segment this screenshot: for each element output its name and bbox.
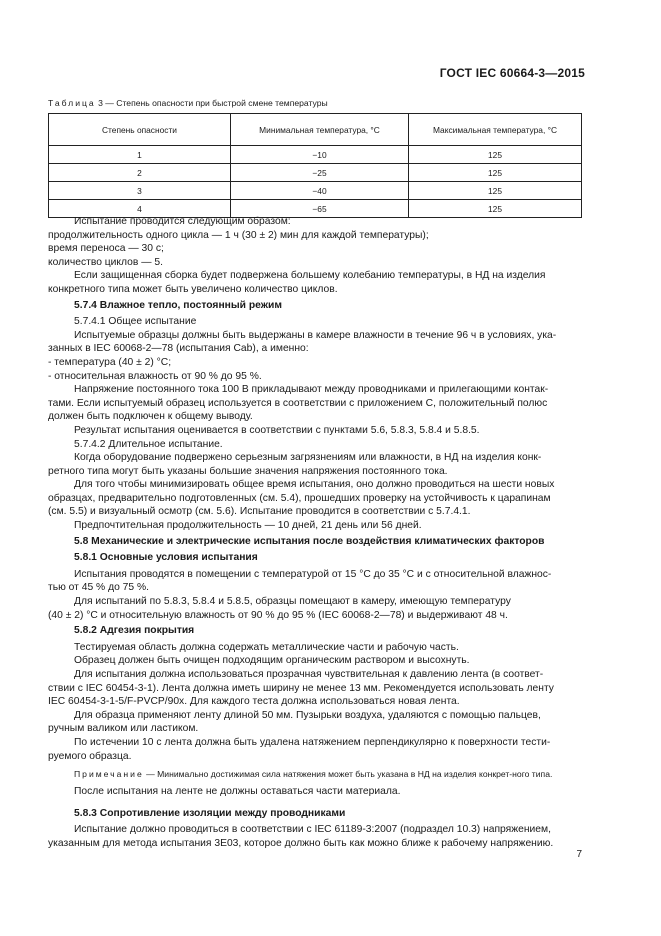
table-cell: 1: [49, 146, 231, 164]
paragraph: ретного типа могут быть указаны большие значения напряжения постоянного тока.: [48, 465, 448, 477]
paragraph: IEC 60454-3-1-5/F-PVCP/90x. Для каждого теста должна использоваться новая лента.: [48, 696, 460, 708]
paragraph: руемого образца.: [48, 750, 132, 762]
paragraph: Испытуемые образцы должны быть выдержаны в камере влажности в течение 96 ч в условиях, ука-: [74, 329, 557, 341]
paragraph: Напряжение постоянного тока 100 В прикладывают между проводниками и прилегающими контак-: [74, 384, 549, 396]
column-header: Минимальная температура, °С: [231, 114, 409, 146]
table-header-row: [49, 114, 582, 146]
paragraph: Для испытаний по 5.8.3, 5.8.4 и 5.8.5, образцы помещают в камеру, имеющую температуру: [74, 596, 511, 608]
paragraph: ручным валиком или ластиком.: [48, 723, 199, 735]
paragraph: Предпочтительная продолжительность — 10 дней, 21 день или 56 дней.: [74, 520, 422, 532]
table-caption-word: Таблица: [48, 98, 96, 108]
paragraph: количество циклов — 5.: [48, 256, 163, 268]
table-cell: 125: [409, 164, 582, 182]
section-heading: 5.8.1 Основные условия испытания: [74, 552, 258, 564]
paragraph: конкретного типа может быть увеличено количество циклов.: [48, 283, 338, 295]
table-cell: −25: [231, 164, 409, 182]
section-heading: 5.7.4 Влажное тепло, постоянный режим: [74, 299, 282, 311]
note: [74, 767, 584, 781]
table-cell: 4: [49, 200, 231, 218]
section-heading: 5.8 Механические и электрические испытания после воздействия климатических факторов: [74, 535, 545, 547]
paragraph: - температура (40 ± 2) °C;: [48, 356, 172, 368]
section-heading: 5.8.2 Адгезия покрытия: [74, 625, 195, 637]
paragraph: указанным для метода испытания 3Е03, которое должно быть как можно ближе к рабочему напряжению.: [48, 837, 554, 849]
paragraph: Тестируемая область должна содержать металлические части и рабочую часть.: [74, 641, 459, 653]
paragraph: занных в IEC 60068-2—78 (испытания Cab), а именно:: [48, 343, 309, 355]
paragraph: По истечении 10 с лента должна быть удалена натяжением перпендикулярно к поверхности тести-: [74, 736, 551, 748]
paragraph: образцах, предварительно подготовленных (см. 5.4), прошедших проверку на устойчивость к царапинам: [48, 492, 551, 504]
table-row: [49, 164, 582, 182]
paragraph: - относительная влажность от 90 % до 95 %.: [48, 370, 262, 382]
paragraph: Для испытания должна использоваться прозрачная чувствительная к давлению лента (в соответ-: [74, 669, 544, 680]
table-row: [49, 146, 582, 164]
table-cell: 125: [409, 200, 582, 218]
document-header: ГОСТ IEC 60664-3—2015: [439, 66, 585, 80]
paragraph: Образец должен быть очищен подходящим органическим раствором и высохнуть.: [74, 655, 470, 667]
table-cell: −40: [231, 182, 409, 200]
table-cell: −10: [231, 146, 409, 164]
column-header: Степень опасности: [49, 114, 231, 146]
paragraph: 5.7.4.1 Общее испытание: [74, 316, 197, 328]
paragraph: тами. Если испытуемый образец используется в соответствии с приложением С, положительный полюс: [48, 397, 548, 409]
paragraph: После испытания на ленте не должны оставаться части материала.: [74, 786, 401, 798]
paragraph: Для того чтобы минимизировать общее время испытания, оно должно проводиться на шести новых: [74, 479, 555, 491]
note-text: — Минимально достижимая сила натяжения может быть указана в НД на изделия конкрет-ного типа.: [146, 769, 553, 780]
page-number: 7: [576, 849, 582, 860]
paragraph: тью от 45 % до 75 %.: [48, 582, 149, 594]
paragraph: Когда оборудование подвержено серьезным загрязнениям или влажности, в НД на изделия конк-: [74, 452, 542, 464]
paragraph: продолжительность одного цикла — 1 ч (30 ± 2) мин для каждой температуры);: [48, 229, 429, 241]
section-heading: 5.8.3 Сопротивление изоляции между проводниками: [74, 807, 346, 819]
table-cell: 3: [49, 182, 231, 200]
paragraph: 5.7.4.2 Длительное испытание.: [74, 438, 223, 450]
paragraph: Если защищенная сборка будет подвержена большему колебанию температуры, в НД на изделия: [74, 270, 546, 282]
paragraph: Результат испытания оценивается в соответствии с пунктами 5.6, 5.8.3, 5.8.4 и 5.8.5.: [74, 424, 480, 436]
table-cell: −65: [231, 200, 409, 218]
table-row: [49, 182, 582, 200]
paragraph: Испытания проводятся в помещении с температурой от 15 °С до 35 °С и с относительной влажнос-: [74, 568, 552, 580]
severity-table: [48, 113, 582, 218]
paragraph: время переноса — 30 с;: [48, 243, 164, 255]
paragraph: Для образца применяют ленту длиной 50 мм. Пузырьки воздуха, удаляются с помощью пальцев,: [74, 709, 541, 721]
paragraph: (см. 5.5) и визуальный осмотр (см. 5.6). Испытание проводится в соответствии с 5.7.4.1.: [48, 506, 471, 518]
table-caption-text: 3 — Степень опасности при быстрой смене температуры: [98, 98, 328, 108]
table-cell: 125: [409, 182, 582, 200]
paragraph: Испытание проводится следующим образом:: [74, 216, 291, 227]
paragraph: (40 ± 2) °С и относительную влажность от 90 % до 95 % (IEC 60068-2—78) и выдерживают 48 ч.: [48, 609, 508, 621]
table-caption: [48, 98, 328, 108]
paragraph: Испытание должно проводиться в соответствии с IEC 61189-3:2007 (подраздел 10.3) напряжением,: [74, 824, 551, 836]
paragraph: ствии с IEC 60454-3-1). Лента должна иметь ширину не менее 13 мм. Рекомендуется использовать ленту: [48, 682, 554, 694]
table-cell: 2: [49, 164, 231, 182]
paragraph: должен быть подключен к общему выводу.: [48, 411, 253, 423]
table-cell: 125: [409, 146, 582, 164]
note-label: Примечание: [74, 769, 144, 780]
column-header: Максимальная температура, °С: [409, 114, 582, 146]
document-body: [48, 215, 584, 851]
